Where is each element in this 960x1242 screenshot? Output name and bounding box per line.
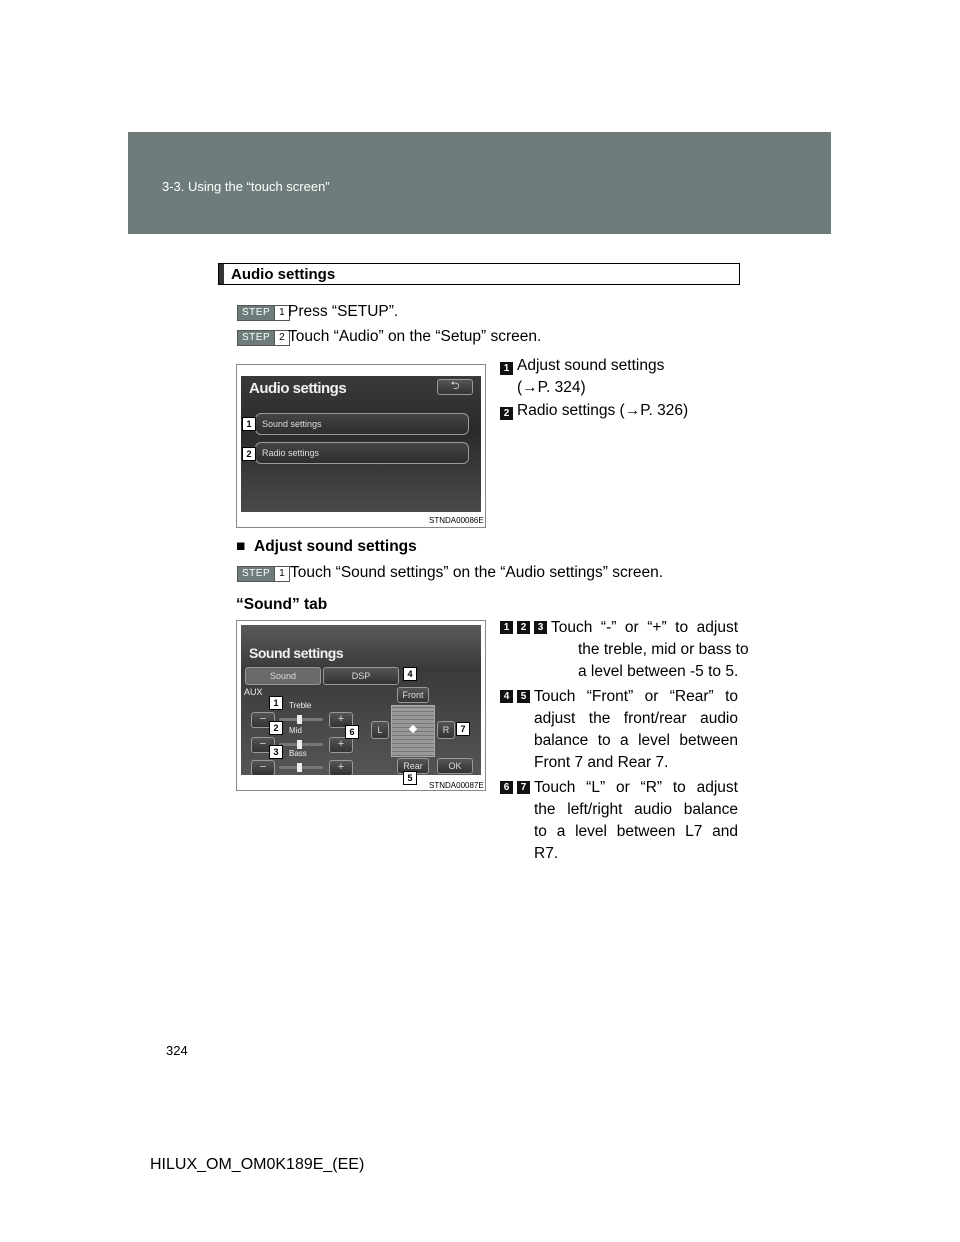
- desc-a-line2: [578, 639, 749, 661]
- desc-b-text: balance to a level between: [534, 732, 738, 749]
- desc-a-number-2: 2: [517, 621, 530, 634]
- desc-b-line1: [534, 686, 738, 708]
- chapter-title: 3-3. Using the “touch screen”: [162, 179, 330, 194]
- callout-4: 4: [403, 667, 417, 681]
- desc-c-text: the left/right audio balance: [534, 801, 738, 818]
- legend-1-line1: Adjust sound settings: [517, 357, 665, 374]
- document-code: HILUX_OM_OM0K189E_(EE): [150, 1156, 365, 1173]
- callout-1: 1: [269, 696, 283, 710]
- desc-a-line1: [551, 617, 738, 639]
- mid-minus-button[interactable]: −: [251, 737, 275, 753]
- desc-b-text: adjust the front/rear audio: [534, 710, 738, 727]
- radio-settings-button[interactable]: Radio settings: [255, 442, 469, 464]
- step-number: 1: [274, 306, 289, 320]
- mid-slider[interactable]: [279, 743, 323, 746]
- callout-5: 5: [403, 771, 417, 785]
- sound-settings-button[interactable]: Sound settings: [255, 413, 469, 435]
- source-label: AUX: [244, 687, 263, 697]
- front-button[interactable]: Front: [397, 687, 429, 703]
- desc-a-text: the treble, mid or bass to: [578, 641, 749, 658]
- desc-b-line3: [534, 730, 738, 752]
- legend-2-line1: Radio settings (→P. 326): [517, 402, 689, 419]
- rear-button[interactable]: Rear: [397, 758, 429, 774]
- ok-button[interactable]: OK: [437, 758, 473, 774]
- desc-a-number-1: 1: [500, 621, 513, 634]
- desc-b-text: Touch “Front” or “Rear” to: [534, 688, 738, 705]
- step-word: STEP: [238, 331, 274, 345]
- audio-settings-screenshot: [236, 364, 486, 528]
- chapter-header: [128, 132, 831, 234]
- figure-ref-code: STNDA00087E: [429, 781, 484, 790]
- desc-a-text: Touch “-” or “+” to adjust: [551, 619, 738, 636]
- subsection-marker: ■: [236, 538, 246, 555]
- sound-settings-screenshot: [236, 620, 486, 791]
- desc-c-text: Touch “L” or “R” to adjust: [534, 779, 738, 796]
- treble-slider[interactable]: [279, 718, 323, 721]
- desc-b-line4: [534, 752, 738, 774]
- legend-number-1: 1: [500, 362, 513, 375]
- callout-6: 6: [345, 725, 359, 739]
- step-badge-1: [237, 305, 290, 321]
- desc-c-number-6: 6: [500, 781, 513, 794]
- left-button[interactable]: L: [371, 721, 389, 739]
- treble-plus-button[interactable]: +: [329, 712, 353, 728]
- callout-2: 2: [242, 447, 256, 461]
- legend-1-line2: (→P. 324): [517, 379, 586, 396]
- desc-c-number-7: 7: [517, 781, 530, 794]
- right-button[interactable]: R: [437, 721, 455, 739]
- screen-title: Audio settings: [249, 380, 347, 397]
- treble-label: Treble: [289, 701, 312, 710]
- step-badge-mid: [237, 566, 290, 582]
- step-1-text: Press “SETUP”.: [288, 303, 399, 320]
- desc-c-line2: [534, 799, 738, 821]
- subsection-title: Adjust sound settings: [254, 538, 417, 555]
- desc-a-line3: [578, 661, 738, 683]
- section-title-bar: [218, 263, 740, 285]
- desc-c-line1: [534, 777, 738, 799]
- desc-a-text: a level between -5 to 5.: [578, 663, 739, 680]
- balance-position-marker: [409, 725, 417, 733]
- bass-plus-button[interactable]: +: [329, 760, 353, 775]
- balance-grid[interactable]: [391, 705, 435, 757]
- step-badge-2: [237, 330, 290, 346]
- callout-1: 1: [242, 417, 256, 431]
- legend-number-2: 2: [500, 407, 513, 420]
- treble-minus-button[interactable]: −: [251, 712, 275, 728]
- desc-c-text: R7.: [534, 845, 559, 862]
- return-arrow-icon[interactable]: ⮌: [437, 379, 473, 395]
- step-word: STEP: [238, 306, 274, 320]
- mid-plus-button[interactable]: +: [329, 737, 353, 753]
- tab-heading: “Sound” tab: [236, 596, 328, 613]
- desc-b-text: Front 7 and Rear 7.: [534, 754, 669, 771]
- step-number: 2: [274, 331, 289, 345]
- screen-title: Sound settings: [249, 645, 344, 661]
- figure-ref-code: STNDA00086E: [429, 516, 484, 525]
- bass-label: Bass: [289, 749, 307, 758]
- bass-minus-button[interactable]: −: [251, 760, 275, 775]
- desc-c-line4: [534, 843, 738, 865]
- desc-c-text: to a level between L7 and: [534, 823, 738, 840]
- desc-b-number-5: 5: [517, 690, 530, 703]
- bass-slider[interactable]: [279, 766, 323, 769]
- callout-2: 2: [269, 721, 283, 735]
- step-2-text: Touch “Audio” on the “Setup” screen.: [288, 328, 542, 345]
- desc-b-number-4: 4: [500, 690, 513, 703]
- section-title: Audio settings: [231, 266, 336, 283]
- tab-sound[interactable]: Sound: [245, 667, 321, 685]
- step-mid-text: Touch “Sound settings” on the “Audio settings” screen.: [290, 564, 664, 581]
- mid-label: Mid: [289, 726, 302, 735]
- desc-a-number-3: 3: [534, 621, 547, 634]
- page-number: 324: [166, 1043, 188, 1058]
- callout-7: 7: [456, 722, 470, 736]
- desc-c-line3: [534, 821, 738, 843]
- audio-settings-screen: [241, 376, 481, 512]
- desc-b-line2: [534, 708, 738, 730]
- section-accent: [219, 264, 224, 284]
- callout-3: 3: [269, 745, 283, 759]
- tab-dsp[interactable]: DSP: [323, 667, 399, 685]
- step-word: STEP: [238, 567, 274, 581]
- step-number: 1: [274, 567, 289, 581]
